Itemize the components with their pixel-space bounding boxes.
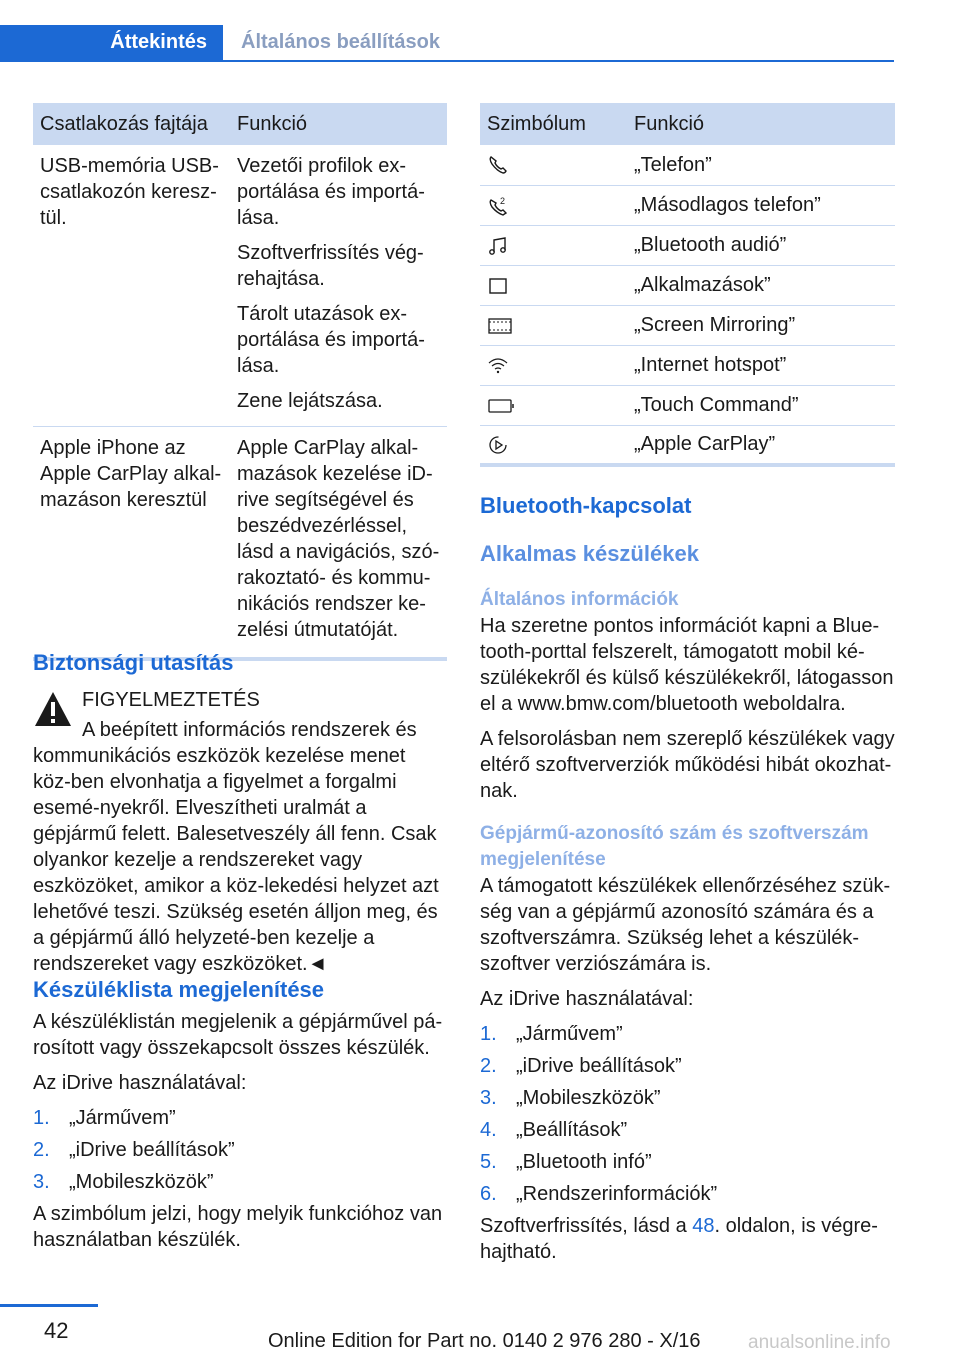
device-list-section bbox=[33, 977, 447, 1253]
table-cell bbox=[480, 225, 627, 265]
menu-path: „Rendszerinformációk” bbox=[516, 1183, 718, 1205]
list-item bbox=[480, 1050, 895, 1082]
symbol-table bbox=[480, 103, 895, 467]
carplay-play-icon bbox=[487, 434, 509, 456]
subsection-title: Gépjármű-azonosító szám és szoftverszám megjelenítése bbox=[480, 823, 869, 870]
warning-body bbox=[33, 717, 447, 977]
page-number: 42 bbox=[44, 1318, 69, 1343]
list-item bbox=[480, 1146, 895, 1178]
list-number: 3. bbox=[480, 1087, 497, 1109]
list-item bbox=[480, 1114, 895, 1146]
table-cell: „Telefon” bbox=[627, 145, 895, 185]
menu-path: „Mobileszközök” bbox=[516, 1087, 661, 1109]
table-row bbox=[480, 425, 895, 465]
table-cell: „Touch Command” bbox=[627, 385, 895, 425]
list-item bbox=[480, 1018, 895, 1050]
paragraph: Az iDrive használatával: bbox=[33, 1072, 247, 1094]
svg-text:2: 2 bbox=[500, 195, 506, 206]
table-header: Funkció bbox=[230, 103, 447, 145]
list-number: 5. bbox=[480, 1151, 497, 1173]
table-cell: „Apple CarPlay” bbox=[627, 425, 895, 465]
table-row bbox=[480, 145, 895, 185]
menu-path: „Járművem” bbox=[69, 1107, 176, 1129]
paragraph: A felsorolásban nem szereplő készülékek vagy eltérő szoftververziók működési hibát okozhat-nak. bbox=[480, 728, 895, 802]
tab-overview[interactable]: Áttekintés bbox=[0, 25, 223, 60]
table-header: Csatlakozás fajtája bbox=[33, 103, 230, 145]
safety-section bbox=[33, 650, 447, 676]
menu-path: „iDrive beállítások” bbox=[69, 1139, 235, 1161]
footer-divider bbox=[0, 1304, 98, 1307]
edition-text: Online Edition for Part no. 0140 2 976 280 - X/16 bbox=[268, 1330, 701, 1352]
table-row bbox=[480, 225, 895, 265]
table-cell bbox=[480, 425, 627, 465]
table-cell: „Másodlagos telefon” bbox=[627, 185, 895, 225]
function-text: Apple CarPlay alkal-mazások kezelése iD-rive segítségével és beszédvezérléssel, lásd a navigációs, szó-rakoztató- és kommu-nikációs rendszer ke-zelési útmutatóját. bbox=[237, 437, 440, 641]
table-cell bbox=[230, 427, 447, 660]
table-cell bbox=[480, 305, 627, 345]
table-row bbox=[480, 265, 895, 305]
function-text: Zene lejátszása. bbox=[237, 390, 383, 412]
table-row bbox=[480, 185, 895, 225]
table-cell: „Internet hotspot” bbox=[627, 345, 895, 385]
table-cell: „Alkalmazások” bbox=[627, 265, 895, 305]
connection-type: Apple iPhone az Apple CarPlay alkal-mazáson keresztül bbox=[40, 437, 222, 511]
list-number: 2. bbox=[480, 1055, 497, 1077]
table-cell: „Screen Mirroring” bbox=[627, 305, 895, 345]
connection-type: USB-memória USB-csatlakozón keresz-tül. bbox=[40, 155, 219, 229]
paragraph: Ha szeretne pontos információt kapni a Blue-tooth-porttal felszerelt, támogatott mobil ké-szülékekről és külső készülékekről, látogasson el a www.bmw.com/bluetooth weboldalra. bbox=[480, 615, 894, 715]
paragraph: A szimbólum jelzi, hogy melyik funkcióhoz van használatban készülék. bbox=[33, 1203, 443, 1251]
app-square-icon bbox=[487, 275, 509, 297]
section-title: Készüléklista megjelenítése bbox=[33, 977, 325, 1002]
subsection-title: Általános információk bbox=[480, 589, 679, 610]
paragraph: A készüléklistán megjelenik a gépjárművel pá-rosított vagy összekapcsolt összes készülék. bbox=[33, 1011, 443, 1059]
table-row bbox=[33, 427, 447, 660]
update-text: . oldalon, is végre-hajtható. bbox=[480, 1215, 878, 1263]
list-item bbox=[33, 1166, 447, 1198]
paragraph: A támogatott készülékek ellenőrzéséhez szük-ség van a gépjármű azonosító számára és a szoftverszámra. Szükség lehet a készülék-szoftver verziószámára is. bbox=[480, 875, 891, 975]
update-text: Szoftverfrissítés, lásd a bbox=[480, 1215, 693, 1237]
list-number: 3. bbox=[33, 1171, 50, 1193]
page-link[interactable]: 48 bbox=[692, 1215, 715, 1237]
section-subtitle: Alkalmas készülékek bbox=[480, 541, 699, 566]
bluetooth-section bbox=[480, 493, 895, 1265]
function-text: Vezetői profilok ex-portálása és importá-lása. bbox=[237, 155, 425, 229]
tab-general-settings[interactable]: Általános beállítások bbox=[241, 31, 440, 53]
list-number: 1. bbox=[33, 1107, 50, 1129]
table-cell bbox=[480, 145, 627, 185]
table-row bbox=[480, 345, 895, 385]
warning-label: FIGYELMEZTETÉS bbox=[82, 689, 260, 711]
warning-label-block bbox=[82, 687, 447, 713]
table-cell bbox=[480, 345, 627, 385]
list-item bbox=[33, 1102, 447, 1134]
music-note-icon bbox=[487, 235, 509, 257]
menu-path: „Beállítások” bbox=[516, 1119, 628, 1141]
second-phone-icon bbox=[487, 195, 509, 217]
screen-mirroring-icon bbox=[487, 315, 513, 337]
table-cell bbox=[230, 145, 447, 427]
step-list bbox=[480, 1018, 895, 1210]
list-number: 1. bbox=[480, 1023, 497, 1045]
page-header bbox=[0, 0, 894, 62]
table-cell bbox=[480, 385, 627, 425]
table-header: Funkció bbox=[627, 103, 895, 145]
connection-table bbox=[33, 103, 447, 661]
step-list bbox=[33, 1102, 447, 1198]
list-number: 2. bbox=[33, 1139, 50, 1161]
menu-path: „Bluetooth infó” bbox=[516, 1151, 652, 1173]
menu-path: „Járművem” bbox=[516, 1023, 623, 1045]
table-row bbox=[480, 305, 895, 345]
function-text: Tárolt utazások ex-portálása és importá-lása. bbox=[237, 303, 425, 377]
menu-path: „iDrive beállítások” bbox=[516, 1055, 682, 1077]
list-item bbox=[33, 1134, 447, 1166]
menu-path: „Mobileszközök” bbox=[69, 1171, 214, 1193]
list-item bbox=[480, 1082, 895, 1114]
wifi-icon bbox=[487, 355, 509, 377]
header-divider bbox=[0, 60, 894, 62]
connection-table-section bbox=[33, 103, 447, 661]
list-number: 4. bbox=[480, 1119, 497, 1141]
list-item bbox=[480, 1178, 895, 1210]
table-cell bbox=[480, 185, 627, 225]
table-cell bbox=[480, 265, 627, 305]
table-header: Szimbólum bbox=[480, 103, 627, 145]
table-row bbox=[33, 145, 447, 427]
section-title: Bluetooth-kapcsolat bbox=[480, 493, 692, 518]
table-cell bbox=[33, 427, 230, 660]
function-text: Szoftverfrissítés vég-rehajtása. bbox=[237, 242, 424, 290]
touch-command-icon bbox=[487, 395, 515, 417]
table-row bbox=[480, 385, 895, 425]
list-number: 6. bbox=[480, 1183, 497, 1205]
paragraph: Az iDrive használatával: bbox=[480, 988, 694, 1010]
paragraph bbox=[480, 1213, 895, 1265]
warning-text: A beépített információs rendszerek és kommunikációs eszközök kezelése menet köz-ben elvonhatja a figyelmet a forgalmi esemé-nyekről. Elveszítheti uralmát a gépjármű felett. Balesetveszély áll fenn. Csak olyankor kezelje a rendszereket vagy eszközöket, amikor a köz-lekedési helyzet azt lehetővé teszi. Szükség esetén álljon meg, és a gépjármű álló helyzeté-ben kezelje a rendszereket vagy eszközöket.◄ bbox=[33, 719, 439, 975]
table-cell: „Bluetooth audió” bbox=[627, 225, 895, 265]
watermark: anualsonline.info bbox=[748, 1332, 891, 1353]
section-title: Biztonsági utasítás bbox=[33, 650, 234, 675]
phone-icon bbox=[487, 154, 509, 176]
table-cell bbox=[33, 145, 230, 427]
symbol-table-section bbox=[480, 103, 895, 467]
